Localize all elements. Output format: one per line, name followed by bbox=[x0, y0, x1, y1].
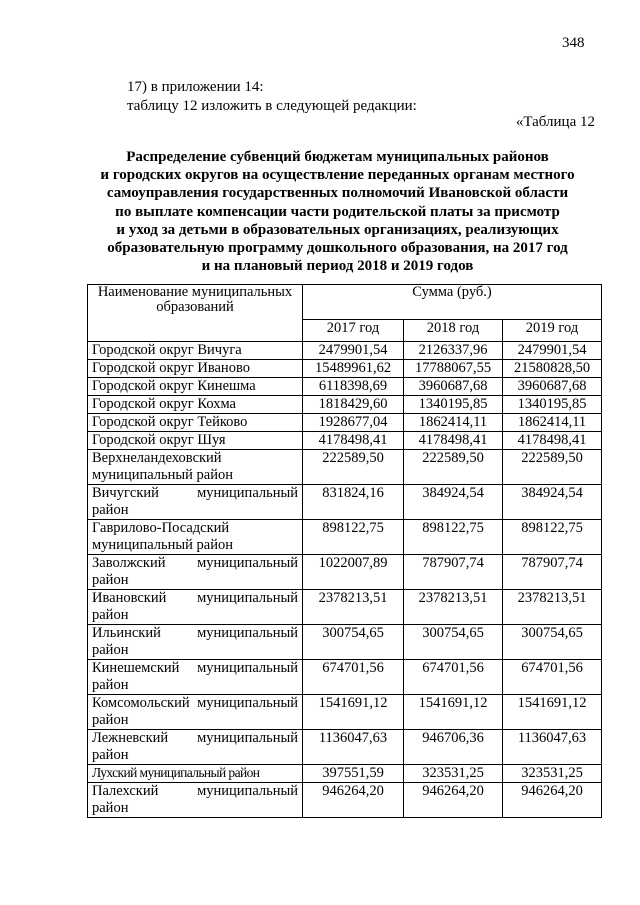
table-row bbox=[88, 432, 602, 450]
row-name-line-1: Гаврилово-Посадский bbox=[92, 520, 230, 536]
title-line: и на плановый период 2018 и 2019 годов bbox=[201, 258, 474, 275]
row-value-2018: 787907,74 bbox=[404, 555, 503, 590]
row-name-line-2: район bbox=[92, 571, 129, 588]
row-value-2019: 946264,20 bbox=[503, 783, 602, 818]
row-value-2018: 17788067,55 bbox=[404, 360, 503, 378]
column-header-2018: 2018 год bbox=[404, 320, 503, 342]
row-name-line-1: Городской округ Тейково bbox=[92, 414, 248, 430]
row-value-2017: 1818429,60 bbox=[303, 396, 404, 414]
row-name-line-1: Лухский муниципальный район bbox=[92, 765, 260, 780]
row-value-2018: 222589,50 bbox=[404, 450, 503, 485]
row-value-2018: 2378213,51 bbox=[404, 590, 503, 625]
row-value-2017: 1022007,89 bbox=[303, 555, 404, 590]
page-number: 348 bbox=[562, 35, 585, 51]
row-name-line-2: район bbox=[92, 676, 129, 693]
table-row bbox=[88, 450, 602, 485]
row-name bbox=[88, 432, 303, 450]
table-row bbox=[88, 660, 602, 695]
row-value-2018: 946706,36 bbox=[404, 730, 503, 765]
row-name bbox=[88, 590, 303, 625]
row-name bbox=[88, 378, 303, 396]
row-value-2017: 1928677,04 bbox=[303, 414, 404, 432]
row-value-2019: 1541691,12 bbox=[503, 695, 602, 730]
table-reference: «Таблица 12 bbox=[515, 114, 595, 130]
row-name-line-1: Комсомольский муниципальный bbox=[92, 695, 298, 711]
intro-line-2: таблицу 12 изложить в следующей редакции: bbox=[127, 98, 417, 114]
row-name-line-2: район bbox=[92, 501, 129, 518]
row-value-2017: 2479901,54 bbox=[303, 342, 404, 360]
row-name bbox=[88, 520, 303, 555]
table-row bbox=[88, 342, 602, 360]
row-value-2019: 1340195,85 bbox=[503, 396, 602, 414]
row-value-2019: 3960687,68 bbox=[503, 378, 602, 396]
table-row bbox=[88, 730, 602, 765]
row-value-2018: 674701,56 bbox=[404, 660, 503, 695]
table-row bbox=[88, 555, 602, 590]
table-body bbox=[88, 342, 602, 818]
row-name-line-1: Кинешемский муниципальный bbox=[92, 660, 298, 676]
table-row bbox=[88, 625, 602, 660]
row-value-2017: 946264,20 bbox=[303, 783, 404, 818]
row-name-line-1: Палехский муниципальный bbox=[92, 783, 298, 799]
row-name bbox=[88, 695, 303, 730]
title-line: и уход за детьми в образовательных организациях, реализующих bbox=[116, 221, 559, 238]
row-name-line-1: Городской округ Вичуга bbox=[92, 342, 242, 358]
row-value-2018: 946264,20 bbox=[404, 783, 503, 818]
title-line: образовательную программу дошкольного образования, на 2017 год bbox=[107, 240, 568, 257]
row-value-2017: 397551,59 bbox=[303, 765, 404, 783]
row-name-line-2: район bbox=[92, 746, 129, 763]
table-row bbox=[88, 590, 602, 625]
row-name bbox=[88, 485, 303, 520]
row-value-2017: 15489961,62 bbox=[303, 360, 404, 378]
row-value-2019: 1136047,63 bbox=[503, 730, 602, 765]
column-header-sum: Сумма (руб.) bbox=[303, 285, 602, 320]
column-header-2019: 2019 год bbox=[503, 320, 602, 342]
row-value-2018: 1862414,11 bbox=[404, 414, 503, 432]
title-line: самоуправления государственных полномочий Ивановской области bbox=[106, 185, 569, 202]
row-name-line-1: Городской округ Кохма bbox=[92, 396, 236, 412]
title-line: по выплате компенсации части родительской платы за присмотр bbox=[115, 203, 560, 220]
row-name bbox=[88, 660, 303, 695]
table-row bbox=[88, 360, 602, 378]
row-value-2019: 323531,25 bbox=[503, 765, 602, 783]
row-name-line-1: Городской округ Кинешма bbox=[92, 378, 256, 394]
table-row bbox=[88, 485, 602, 520]
row-name bbox=[88, 342, 303, 360]
table-row bbox=[88, 783, 602, 818]
row-value-2017: 6118398,69 bbox=[303, 378, 404, 396]
row-name bbox=[88, 450, 303, 485]
row-value-2018: 3960687,68 bbox=[404, 378, 503, 396]
row-value-2019: 384924,54 bbox=[503, 485, 602, 520]
row-name bbox=[88, 414, 303, 432]
title-line: и городских округов на осуществление переданных органам местного bbox=[100, 167, 575, 184]
row-name-line-2: муниципальный район bbox=[92, 466, 233, 483]
table-row bbox=[88, 414, 602, 432]
row-name-line-1: Лежневский муниципальный bbox=[92, 730, 298, 746]
row-value-2019: 2479901,54 bbox=[503, 342, 602, 360]
row-name bbox=[88, 360, 303, 378]
row-value-2019: 300754,65 bbox=[503, 625, 602, 660]
title-line: Распределение субвенций бюджетам муниципальных районов bbox=[126, 149, 549, 165]
intro-text bbox=[127, 78, 417, 116]
row-value-2019: 4178498,41 bbox=[503, 432, 602, 450]
table-row bbox=[88, 396, 602, 414]
row-name-line-1: Городской округ Шуя bbox=[92, 432, 226, 448]
row-value-2017: 300754,65 bbox=[303, 625, 404, 660]
row-value-2017: 898122,75 bbox=[303, 520, 404, 555]
row-value-2017: 1541691,12 bbox=[303, 695, 404, 730]
row-value-2019: 1862414,11 bbox=[503, 414, 602, 432]
row-name-line-1: Городской округ Иваново bbox=[92, 360, 250, 376]
subsidy-table bbox=[87, 284, 602, 818]
row-value-2019: 787907,74 bbox=[503, 555, 602, 590]
row-value-2019: 2378213,51 bbox=[503, 590, 602, 625]
row-name-line-2: район bbox=[92, 606, 129, 623]
row-name bbox=[88, 730, 303, 765]
table-row bbox=[88, 695, 602, 730]
row-name-line-1: Заволжский муниципальный bbox=[92, 555, 298, 571]
row-value-2017: 222589,50 bbox=[303, 450, 404, 485]
row-value-2017: 2378213,51 bbox=[303, 590, 404, 625]
row-name-line-2: муниципальный район bbox=[92, 536, 233, 553]
intro-line-1: 17) в приложении 14: bbox=[127, 79, 264, 95]
row-value-2018: 1541691,12 bbox=[404, 695, 503, 730]
row-value-2017: 1136047,63 bbox=[303, 730, 404, 765]
row-value-2017: 4178498,41 bbox=[303, 432, 404, 450]
column-header-name: Наименование муниципальных образований bbox=[88, 285, 303, 342]
row-value-2019: 674701,56 bbox=[503, 660, 602, 695]
row-name-line-2: район bbox=[92, 641, 129, 658]
document-title bbox=[80, 148, 595, 275]
row-name-line-1: Ивановский муниципальный bbox=[92, 590, 298, 606]
row-name bbox=[88, 555, 303, 590]
row-value-2018: 2126337,96 bbox=[404, 342, 503, 360]
row-name-line-1: Верхнеландеховский bbox=[92, 450, 222, 466]
table-row bbox=[88, 378, 602, 396]
row-value-2018: 4178498,41 bbox=[404, 432, 503, 450]
row-name bbox=[88, 396, 303, 414]
row-name-line-1: Ильинский муниципальный bbox=[92, 625, 298, 641]
row-value-2018: 1340195,85 bbox=[404, 396, 503, 414]
row-value-2019: 898122,75 bbox=[503, 520, 602, 555]
row-name bbox=[88, 625, 303, 660]
table-row bbox=[88, 765, 602, 783]
row-name-line-1: Вичугский муниципальный bbox=[92, 485, 298, 501]
row-value-2017: 831824,16 bbox=[303, 485, 404, 520]
row-value-2017: 674701,56 bbox=[303, 660, 404, 695]
row-value-2019: 21580828,50 bbox=[503, 360, 602, 378]
column-header-2017: 2017 год bbox=[303, 320, 404, 342]
row-name-line-2: район bbox=[92, 711, 129, 728]
row-value-2018: 898122,75 bbox=[404, 520, 503, 555]
row-name bbox=[88, 783, 303, 818]
table-row bbox=[88, 520, 602, 555]
row-name bbox=[88, 765, 303, 783]
row-value-2018: 384924,54 bbox=[404, 485, 503, 520]
row-value-2018: 300754,65 bbox=[404, 625, 503, 660]
row-value-2018: 323531,25 bbox=[404, 765, 503, 783]
row-value-2019: 222589,50 bbox=[503, 450, 602, 485]
row-name-line-2: район bbox=[92, 799, 129, 816]
